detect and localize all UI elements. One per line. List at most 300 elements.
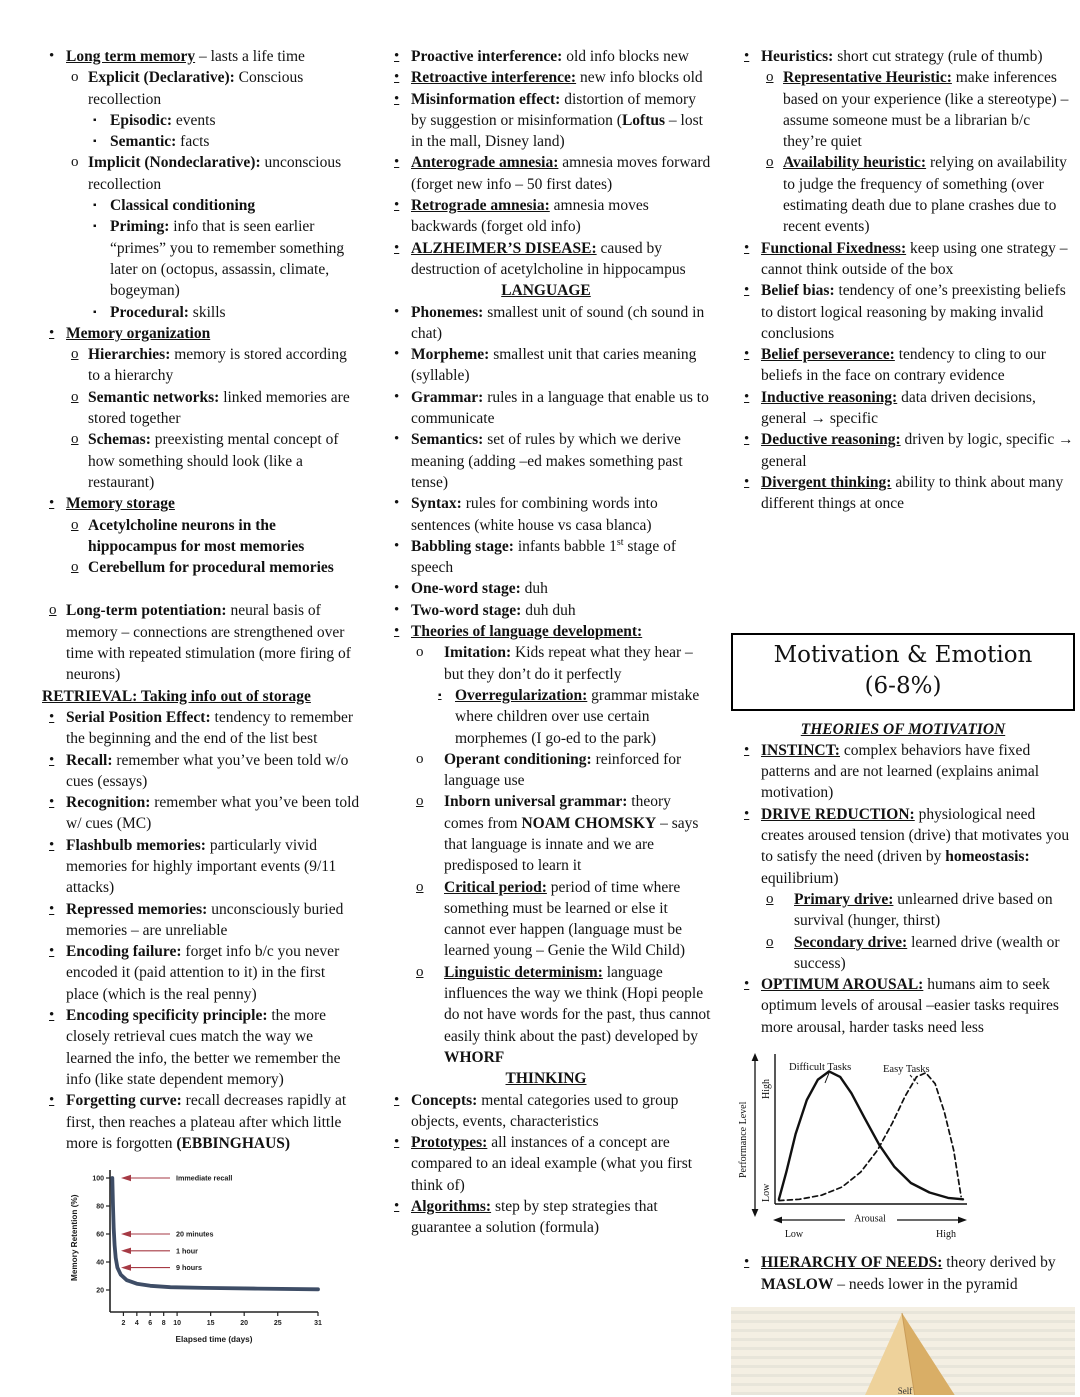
text-segment: Belief bias:	[761, 282, 835, 300]
list-item	[381, 1132, 711, 1196]
text-segment: Two-word stage:	[411, 601, 522, 619]
item-text	[66, 792, 361, 835]
y-tick-label: 40	[96, 1259, 104, 1267]
bullet-disc-icon: •	[394, 69, 400, 86]
bullet-circle-icon: o	[416, 793, 424, 810]
text-segment: learned drive (wealth or success)	[794, 933, 1060, 972]
bullet-disc-icon: •	[394, 495, 400, 512]
bullet-disc-icon: •	[744, 388, 750, 405]
bullet-circle-icon: o	[71, 559, 79, 576]
item-text	[444, 877, 711, 962]
list-item	[381, 493, 711, 536]
forgetting-curve-chart	[66, 1162, 361, 1354]
text-segment: physiological need creates aroused tension (drive) that motivates you to satisfy the need (driven by	[761, 805, 1070, 866]
text-segment: grammar mistake where children over use certain morphemes (I go-ed to the park)	[455, 686, 700, 747]
annotation-arrow-icon	[121, 1265, 131, 1271]
list-item	[381, 152, 711, 195]
item-text	[761, 804, 1075, 889]
list-item	[381, 302, 711, 345]
section-heading	[381, 280, 711, 301]
list-item	[36, 216, 361, 301]
bullet-circle-icon: o	[766, 890, 774, 907]
item-text	[761, 429, 1075, 472]
forgetting-curve-svg	[66, 1162, 324, 1348]
x-low-label: Low	[784, 1228, 804, 1240]
list-item	[381, 791, 711, 876]
list-item	[731, 889, 1075, 932]
x-tick-label: 20	[240, 1320, 249, 1328]
text-segment: facts	[176, 133, 210, 151]
item-text	[411, 46, 711, 67]
bullet-square-icon: ▪	[93, 200, 97, 212]
list-item	[36, 323, 361, 344]
curve-difficult-tasks	[779, 1071, 963, 1199]
text-segment: st	[616, 536, 624, 548]
text-segment: Acetylcholine neurons in the hippocampus for most memories	[88, 516, 305, 555]
bullet-disc-icon: •	[394, 154, 400, 171]
text-segment: Linguistic determinism:	[444, 963, 603, 981]
item-text	[411, 238, 711, 281]
x-axis-label: Elapsed time (days)	[175, 1335, 253, 1345]
bullet-square-icon: ▪	[93, 136, 97, 148]
y-tick-label: 60	[96, 1231, 104, 1239]
text-segment: Morpheme:	[411, 346, 490, 364]
list-item	[36, 899, 361, 942]
text-segment: tendency of one’s preexisting beliefs to distort logical reasoning by making invalid conclusions	[761, 282, 1066, 342]
text-segment: driven by logic, specific → general	[761, 431, 1074, 470]
text-segment: Classical conditioning	[110, 197, 256, 215]
text-segment: homeostasis:	[945, 848, 1030, 866]
text-segment: Priming:	[110, 218, 170, 236]
text-segment: theory derived by	[942, 1254, 1056, 1272]
annotation-label: 9 hours	[176, 1263, 202, 1273]
list-item	[381, 749, 711, 792]
item-text	[444, 642, 711, 685]
bullet-disc-icon: •	[744, 805, 750, 822]
easy-tasks-label: Easy Tasks	[883, 1063, 930, 1075]
item-text	[66, 323, 361, 344]
text-segment: Grammar:	[411, 388, 484, 406]
list-item	[731, 932, 1075, 975]
list-item	[381, 46, 711, 67]
text-segment: rules in a language that enable us to communicate	[411, 388, 709, 428]
x-high-label: High	[936, 1228, 956, 1240]
text-segment: Misinformation effect:	[411, 90, 561, 108]
text-segment: Encoding failure:	[66, 943, 182, 961]
item-text	[88, 387, 361, 430]
text-segment: One-word stage:	[411, 580, 521, 598]
text-segment: humans aim to seek optimum levels of arousal –easier tasks requires more arousal, harder tasks need less	[761, 976, 1059, 1036]
x-tick-label: 8	[161, 1320, 166, 1328]
item-text	[66, 707, 361, 750]
text-segment: equilibrium)	[761, 869, 839, 887]
pyramid-svg	[731, 1307, 1075, 1395]
text-segment: smallest unit of sound (ch sound in chat)	[411, 303, 705, 342]
list-item	[381, 238, 711, 281]
item-text	[110, 216, 361, 301]
item-text	[794, 932, 1075, 975]
text-segment: distortion of memory by suggestion or misinformation (	[411, 90, 696, 129]
item-text	[411, 387, 711, 430]
text-segment: ALZHEIMER’S DISEASE:	[411, 239, 597, 257]
text-segment: step by step strategies that guarantee a solution (formula)	[411, 1198, 658, 1237]
bullet-disc-icon: •	[49, 836, 55, 853]
list-item	[381, 344, 711, 387]
text-segment: Functional Fixedness:	[761, 239, 907, 257]
annotation-label: 1 hour	[176, 1246, 198, 1256]
arousal-performance-svg	[737, 1042, 981, 1244]
item-text	[411, 89, 711, 153]
list-item	[36, 344, 361, 387]
text-segment: data driven decisions, general → specific	[761, 388, 1036, 428]
x-tick-label: 10	[173, 1320, 181, 1328]
text-segment: neural basis of memory – connections are strengthened over time with repeated stimulation (more firing of neurons)	[66, 602, 351, 684]
list-item	[381, 578, 711, 599]
item-text	[66, 835, 361, 899]
y-tick-label: 20	[96, 1287, 104, 1295]
text-segment: ability to think about many different things at once	[761, 473, 1064, 513]
item-text	[88, 67, 361, 110]
text-segment: particularly vivid memories for highly important events (9/11 attacks)	[66, 836, 337, 897]
item-text	[411, 195, 711, 238]
list-item	[381, 962, 711, 1068]
item-text	[411, 1132, 711, 1196]
bullet-square-icon: ▪	[438, 689, 442, 701]
difficult-tasks-label: Difficult Tasks	[789, 1061, 852, 1073]
list-item	[381, 621, 711, 642]
item-text	[411, 600, 711, 621]
annotation-arrow-icon	[121, 1231, 131, 1237]
text-segment: Phonemes:	[411, 303, 484, 321]
item-text	[411, 1090, 711, 1133]
text-segment: Representative Heuristic:	[783, 69, 952, 87]
bullet-disc-icon: •	[49, 48, 55, 64]
text-segment: recall decreases rapidly at first, then reaches a plateau after which little more is forgotten	[66, 1092, 347, 1152]
text-segment: Kids repeat what they hear – but they don’t do it perfectly	[444, 644, 693, 683]
item-text	[110, 131, 361, 152]
section-heading	[36, 686, 361, 707]
item-text	[66, 1005, 361, 1090]
bullet-disc-icon: •	[744, 741, 750, 758]
arrow-down-icon	[752, 1209, 759, 1217]
bullet-circle-icon: o	[71, 388, 79, 405]
text-segment: remember what you’ve been told w/ cues (MC)	[66, 794, 360, 833]
item-text	[66, 941, 361, 1005]
list-item	[731, 804, 1075, 889]
item-text	[761, 740, 1075, 804]
text-segment: duh	[520, 580, 548, 598]
text-segment: keep using one strategy – cannot think outside of the box	[761, 239, 1068, 278]
item-text	[411, 302, 711, 345]
item-text	[411, 578, 711, 599]
text-segment: MASLOW	[761, 1275, 834, 1293]
column-1	[36, 46, 361, 1395]
section-heading	[381, 1068, 711, 1089]
text-segment: Explicit (Declarative):	[88, 69, 235, 87]
item-text	[455, 685, 711, 749]
annotation-label: 20 minutes	[176, 1229, 214, 1239]
text-segment: Memory storage	[66, 495, 175, 513]
bullet-disc-icon: •	[394, 1134, 400, 1151]
item-text	[761, 472, 1075, 515]
text-segment: Procedural:	[110, 303, 189, 321]
box-title-line: Motivation & Emotion	[773, 641, 1033, 668]
list-item	[36, 1090, 361, 1154]
annotation-arrow-icon	[121, 1175, 131, 1181]
item-text	[761, 387, 1075, 430]
text-segment: Divergent thinking:	[761, 473, 892, 491]
x-tick-label: 4	[134, 1320, 139, 1328]
text-segment: set of rules by which we derive meaning (adding –ed makes something past tense)	[411, 431, 683, 491]
item-text	[761, 974, 1075, 1038]
annotation-label: Immediate recall	[176, 1173, 233, 1183]
bullet-disc-icon: •	[49, 495, 55, 512]
list-item	[381, 536, 711, 579]
bullet-disc-icon: •	[394, 431, 400, 448]
text-segment: – needs lower in the pyramid	[833, 1275, 1018, 1293]
text-segment: Long term memory	[66, 48, 196, 65]
item-text	[88, 515, 361, 558]
text-segment: duh duh	[521, 601, 576, 619]
bullet-disc-icon: •	[49, 708, 55, 725]
item-text	[88, 152, 361, 195]
bullet-disc-icon: •	[49, 324, 55, 341]
arrow-right-icon	[958, 1217, 967, 1224]
list-item	[36, 1005, 361, 1090]
text-segment: Flashbulb memories:	[66, 836, 206, 854]
bullet-disc-icon: •	[394, 601, 400, 618]
text-segment: Recall:	[66, 751, 113, 769]
spacer	[36, 578, 361, 600]
list-item	[36, 152, 361, 195]
text-segment: theory comes from	[444, 793, 671, 832]
list-item	[381, 1196, 711, 1239]
list-item	[731, 238, 1075, 281]
text-segment: Hierarchies:	[88, 346, 171, 364]
text-segment: THINKING	[505, 1070, 587, 1088]
arrow-left-icon	[773, 1217, 782, 1224]
bullet-circle-icon: o	[416, 644, 424, 661]
text-segment: Anterograde amnesia:	[411, 154, 559, 172]
item-text	[66, 600, 361, 685]
item-text	[110, 302, 361, 323]
item-text	[110, 110, 361, 131]
column-3	[731, 46, 1075, 1395]
item-text	[444, 962, 711, 1068]
bullet-circle-icon: o	[766, 69, 774, 86]
bullet-disc-icon: •	[394, 1091, 400, 1108]
text-segment: tendency to cling to our beliefs in the face on contrary evidence	[761, 346, 1046, 385]
item-text	[761, 344, 1075, 387]
text-segment: stage of speech	[411, 537, 677, 577]
bullet-circle-icon: o	[71, 69, 79, 86]
bullet-disc-icon: •	[394, 388, 400, 405]
y-low-label: Low	[761, 1183, 772, 1202]
text-segment: Semantic networks:	[88, 388, 220, 406]
text-segment: Primary drive:	[794, 890, 894, 908]
text-segment: Serial Position Effect:	[66, 708, 211, 726]
bullet-disc-icon: •	[394, 239, 400, 256]
text-segment: Schemas:	[88, 431, 151, 449]
item-text	[88, 557, 361, 578]
item-text	[761, 46, 1075, 67]
bullet-disc-icon: •	[744, 346, 750, 363]
list-item	[36, 110, 361, 131]
list-item	[36, 46, 361, 67]
list-item	[381, 387, 711, 430]
text-segment: Deductive reasoning:	[761, 431, 901, 449]
list-item	[36, 600, 361, 685]
item-text	[783, 152, 1075, 237]
pyramid-caption: Self	[897, 1385, 913, 1395]
list-item	[36, 835, 361, 899]
list-item	[731, 152, 1075, 237]
item-text	[88, 429, 361, 493]
list-item	[731, 472, 1075, 515]
text-segment: skills	[188, 303, 226, 321]
item-text	[444, 791, 711, 876]
list-item	[36, 750, 361, 793]
text-segment: unconscious recollection	[88, 154, 342, 193]
bullet-disc-icon: •	[49, 943, 55, 960]
list-item	[36, 941, 361, 1005]
list-item	[381, 89, 711, 153]
text-segment: the more closely retrieval cues match the way we learned the info, the better we remember the info (like state dependent memory)	[66, 1007, 341, 1088]
text-segment: amnesia moves forward (forget new info – 50 first dates)	[411, 154, 711, 193]
list-item	[731, 344, 1075, 387]
item-text	[411, 429, 711, 493]
list-item	[36, 429, 361, 493]
text-segment: Inductive reasoning:	[761, 388, 898, 406]
text-segment: WHORF	[444, 1048, 505, 1066]
text-segment: – lasts a life time	[195, 48, 305, 65]
text-segment: Prototypes:	[411, 1134, 488, 1152]
text-segment: new info blocks old	[576, 69, 703, 87]
text-segment: infants babble 1	[513, 537, 617, 555]
list-item	[36, 493, 361, 514]
text-segment: mental categories used to group objects, events, characteristics	[411, 1091, 679, 1130]
text-segment: INSTINCT:	[761, 741, 840, 759]
list-item	[36, 131, 361, 152]
bullet-circle-icon: o	[71, 346, 79, 363]
item-text	[761, 280, 1075, 344]
item-text	[411, 67, 711, 88]
text-segment: smallest unit that caries meaning (syllable)	[411, 346, 697, 385]
text-segment: unconsciously buried memories – are unreliable	[66, 900, 344, 939]
list-item	[731, 740, 1075, 804]
text-segment: Semantics:	[411, 431, 484, 449]
text-segment: RETRIEVAL: Taking info out of storage	[42, 687, 311, 705]
text-segment: – says that language is innate and we are predisposed to learn it	[444, 814, 699, 875]
motivation-emotion-title-box	[731, 633, 1075, 711]
text-segment: (EBBINGHAUS)	[176, 1134, 291, 1152]
list-item	[731, 974, 1075, 1038]
bullet-circle-icon: o	[766, 154, 774, 171]
bullet-disc-icon: •	[744, 976, 750, 993]
x-tick-label: 6	[148, 1320, 153, 1328]
bullet-disc-icon: •	[394, 623, 400, 640]
item-text	[761, 238, 1075, 281]
list-item	[36, 557, 361, 578]
text-segment: preexisting mental concept of how something should look (like a restaurant)	[88, 431, 339, 491]
text-segment: Availability heuristic:	[783, 154, 927, 172]
text-segment: Repressed memories:	[66, 900, 208, 918]
item-text	[411, 493, 711, 536]
column-2	[381, 46, 711, 1395]
list-item	[731, 67, 1075, 152]
bullet-circle-icon: o	[49, 602, 57, 619]
text-segment: Recognition:	[66, 794, 151, 812]
y-axis-label: Performance Level	[738, 1101, 749, 1178]
text-segment: rules for combining words into sentences (white house vs casa blanca)	[411, 495, 658, 534]
text-segment: Cerebellum for procedural memories	[88, 559, 334, 577]
box-title-line: (6-8%)	[864, 672, 942, 699]
bullet-disc-icon: •	[394, 48, 400, 64]
bullet-disc-icon: •	[744, 431, 750, 448]
list-item	[36, 195, 361, 216]
list-item	[381, 600, 711, 621]
arrow-up-icon	[752, 1053, 759, 1061]
text-segment: events	[172, 111, 216, 129]
list-item	[36, 515, 361, 558]
item-text	[411, 152, 711, 195]
item-text	[66, 46, 361, 67]
text-segment: forget info b/c you never encoded it (paid attention to it) in the first place (which is the real penny)	[66, 943, 340, 1003]
y-axis-label: Memory Retention (%)	[70, 1194, 79, 1282]
x-tick-label: 25	[273, 1320, 282, 1328]
item-text	[761, 1252, 1075, 1295]
text-segment: Secondary drive:	[794, 933, 908, 951]
text-segment: complex behaviors have fixed patterns and are not learned (explains animal motivation)	[761, 741, 1040, 802]
text-segment: DRIVE REDUCTION:	[761, 805, 915, 823]
bullet-disc-icon: •	[49, 794, 55, 811]
item-text	[411, 621, 711, 642]
x-tick-label: 2	[121, 1320, 126, 1328]
bullet-circle-icon: o	[71, 431, 79, 448]
bullet-square-icon: ▪	[93, 114, 97, 126]
item-text	[783, 67, 1075, 152]
text-segment: Semantic:	[110, 133, 177, 151]
text-segment: Syntax:	[411, 495, 462, 513]
text-segment: unlearned drive based on survival (hunger, thirst)	[794, 890, 1053, 930]
text-segment: caused by destruction of acetylcholine in hippocampus	[411, 239, 686, 278]
text-segment: Episodic:	[110, 111, 173, 129]
text-segment: memory is stored according to a hierarchy	[88, 346, 347, 385]
maslow-pyramid-image	[731, 1307, 1075, 1395]
text-segment: reinforced for language use	[444, 750, 682, 790]
text-segment: Retrograde amnesia:	[411, 197, 550, 215]
text-segment: NOAM CHOMSKY	[521, 814, 657, 832]
text-segment: make inferences based on your experience (like a stereotype) – assume someone must be a librarian b/c they’re quiet	[783, 69, 1069, 151]
text-segment: Implicit (Nondeclarative):	[88, 154, 261, 172]
text-segment: Inborn universal grammar:	[444, 793, 628, 811]
item-text	[66, 899, 361, 942]
bullet-disc-icon: •	[49, 1092, 55, 1109]
bullet-disc-icon: •	[744, 1254, 750, 1271]
text-segment: Conscious recollection	[88, 69, 304, 108]
bullet-disc-icon: •	[394, 346, 400, 363]
list-item	[381, 642, 711, 685]
list-item	[731, 280, 1075, 344]
item-text	[110, 195, 361, 216]
text-segment: period of time where something must be learned or else it cannot ever happen (language must be learned young – Genie the Wild Child)	[444, 878, 686, 960]
text-segment: remember what you’ve been told w/o cues (essays)	[66, 751, 349, 790]
list-item	[381, 195, 711, 238]
section-heading	[731, 719, 1075, 740]
bullet-circle-icon: o	[71, 516, 79, 533]
bullet-square-icon: ▪	[93, 306, 97, 318]
text-segment: Belief perseverance:	[761, 346, 895, 364]
